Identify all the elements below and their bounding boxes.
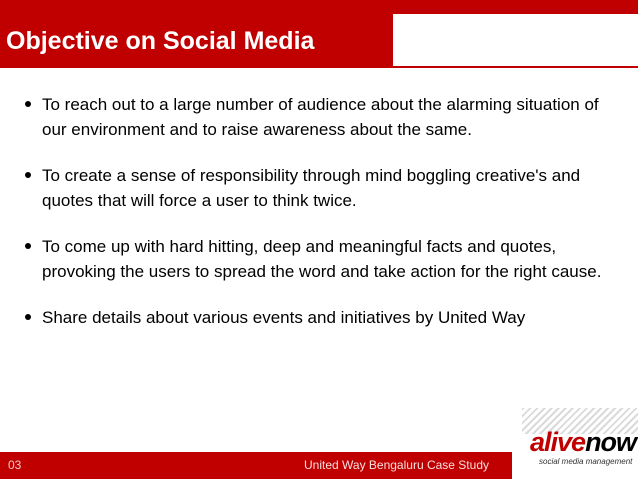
bullet-list: [24, 92, 604, 351]
bullet-dot-icon: [25, 243, 31, 249]
top-accent-bar: [0, 0, 638, 14]
page-number: 03: [8, 458, 22, 472]
bullet-item: [24, 163, 604, 213]
bullet-item: [24, 234, 604, 284]
footer-title: United Way Bengaluru Case Study: [304, 458, 489, 472]
title-underline: [0, 66, 638, 68]
bullet-dot-icon: [25, 101, 31, 107]
bullet-text: To reach out to a large number of audience about the alarming situation of our environment and to raise awareness about the same.: [42, 95, 599, 139]
bullet-item: [24, 92, 604, 142]
slide-title: Objective on Social Media: [6, 27, 315, 55]
bullet-dot-icon: [25, 172, 31, 178]
bullet-item: [24, 305, 604, 330]
bullet-text: Share details about various events and initiatives by United Way: [42, 308, 526, 327]
logo-tagline: social media management: [539, 457, 633, 466]
bullet-dot-icon: [25, 314, 31, 320]
logo-word-alive: alive: [530, 427, 586, 457]
alivenow-logo: [530, 426, 636, 458]
bullet-text: To create a sense of responsibility through mind boggling creative's and quotes that will force a user to think twice.: [42, 166, 581, 210]
logo-word-now: now: [585, 427, 637, 457]
bullet-text: To come up with hard hitting, deep and meaningful facts and quotes, provoking the users to spread the word and take action for the right cause.: [42, 237, 602, 281]
